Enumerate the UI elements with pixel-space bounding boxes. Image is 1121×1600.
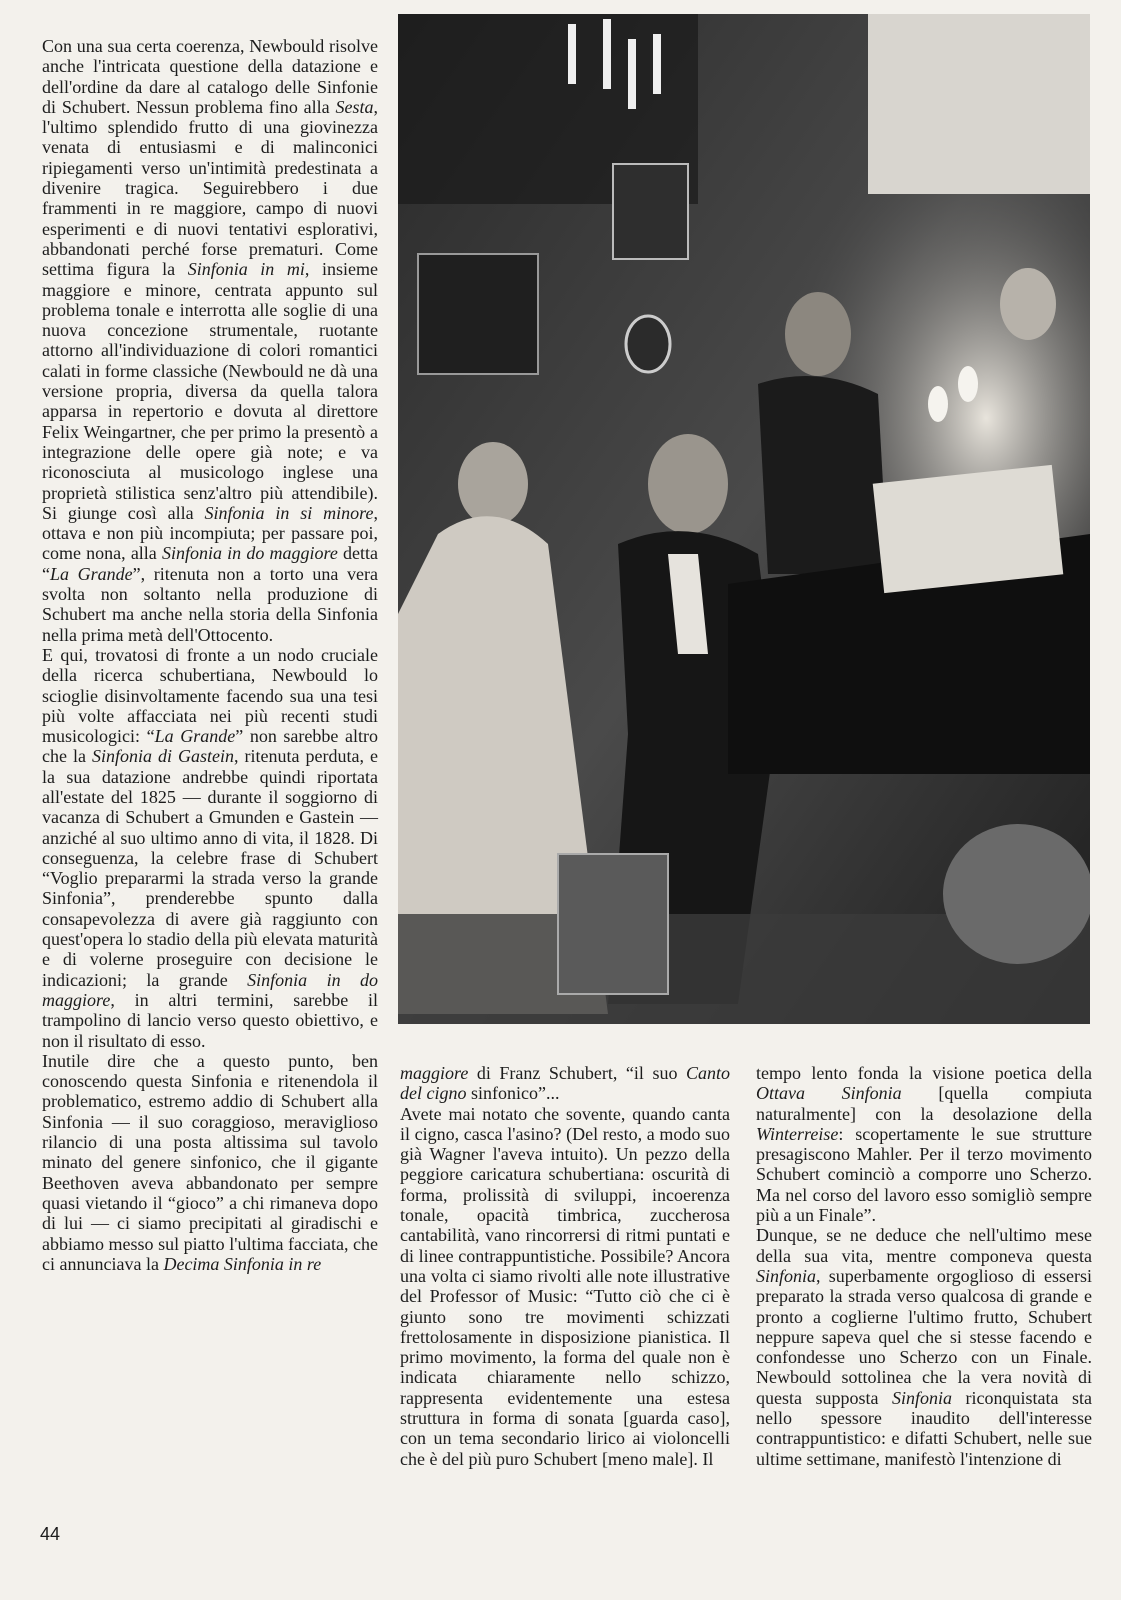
- paragraph: [756, 1225, 1092, 1469]
- page-number: 44: [40, 1524, 61, 1544]
- text-run: , in altri termini, sarebbe il trampolino di lancio verso questo obiettivo, e non il risultato di esso.: [42, 989, 378, 1051]
- text-run: ” non sarebbe altro che la: [42, 726, 378, 767]
- paragraph: [42, 36, 378, 645]
- italic-title: Ottava Sinfonia: [756, 1083, 902, 1104]
- italic-title: La Grande: [154, 726, 236, 747]
- text-run: : scopertamente le sue strutture presagiscono Mahler. Per il terzo movimento Schubert cominciò a comporre uno Scherzo. Ma nel corso del lavoro esso somigliò sempre più a un Finale”.: [756, 1123, 1092, 1226]
- text-run: Avete mai notato che sovente, quando canta il cigno, casca l'asino? (Del resto, a modo suo già Wagner l'aveva intuito). Un pezzo della peggiore caricatura schubertiana: oscurità di forma, prolissità di sviluppi, incoerenza tonale, opacità timbrica, zuccherosa cantabilità, vano rincorrersi di ritmi puntati e di linee contrappuntistiche. Possibile? Ancora una volta ci siamo rivolti alle note illustrative del Professor of Music: “Tutto ciò che ci è giunto sono tre movimenti schizzati frettolosamente in disposizione pianistica. Il primo movimento, la forma del quale non è indicata chiaramente nello schizzo, rappresenta evidentemente una estesa struttura in forma di sonata [guarda caso], con un tema secondario lirico ai violoncelli che è del più puro Schubert [meno male]. Il: [400, 1103, 730, 1469]
- text-run: , ottava e non più incompiuta; per passare poi, come nona, alla: [42, 502, 378, 564]
- text-run: , ritenuta perduta, e la sua datazione andrebbe quindi riportata all'estate del 1825 — durante il soggiorno di vacanza di Schubert a Gmunden e Gastein — anziché al suo ultimo anno di vita, il 1828. Di conseguenza, la celebre frase di Schubert “Voglio prepararmi la strada verso la grande Sinfonia”, prenderebbe spunto dalla consapevolezza di avere già raggiunto con quest'opera lo stadio della più elevata maturità e di volerne proseguire con decisione le indicazioni; la grande: [42, 746, 379, 990]
- italic-title: Canto del cigno: [400, 1063, 730, 1104]
- text-run: tempo lento fonda la visione poetica della: [756, 1063, 1092, 1083]
- italic-title: Sinfonia in do maggiore: [42, 969, 378, 1010]
- text-column-2: [400, 1063, 730, 1469]
- text-column-3: [756, 1063, 1092, 1469]
- text-run: Inutile dire che a questo punto, ben conoscendo questa Sinfonia e ritenendola il problematico, estremo addio di Schubert alla Sinfonia — il suo coraggioso, meraviglioso rilancio di una posta altissima sul tavolo minato del genere sinfonico, che il gigante Beethoven aveva abbandonato per sempre quasi vietando il “gioco” a chi rimaneva dopo di lui — ci siamo precipitati al giradischi e abbiamo messo sul piatto l'ultima facciata, che ci annunciava la: [42, 1050, 378, 1274]
- italic-title: Sinfonia in si minore: [204, 502, 374, 523]
- italic-title: Sesta: [335, 96, 374, 117]
- italic-title: Sinfonia: [756, 1265, 817, 1286]
- text-run: detta “: [42, 543, 378, 584]
- italic-title: Winterreise: [756, 1123, 839, 1144]
- illustration-icon: [398, 14, 1090, 1024]
- text-run: , superbamente orgoglioso di essersi preparato la strada verso qualcosa di grande e pronto a coglierne l'ultimo frutto, Schubert neppure sapeva quel che si stesse facendo e confondesse uno Scherzo con un Finale. Newbould sottolinea che la vera novità di questa supposta: [756, 1265, 1092, 1408]
- text-run: di Franz Schubert, “il suo: [468, 1063, 686, 1083]
- italic-title: Decima Sinfonia in re: [163, 1253, 322, 1274]
- italic-title: Sinfonia di Gastein: [92, 746, 235, 767]
- schubertiade-photo: [398, 14, 1090, 1024]
- text-run: , insieme maggiore e minore, centrata appunto sul problema tonale e interrotta alle soglie di una nuova concezione strumentale, ruotante attorno all'individuazione di colori romantici calati in forme classiche (Newbould ne dà una versione propria, diversa da quella talora apparsa in repertorio e dovuta al direttore Felix Weingartner, che per primo la presentò a integrazione delle opere già note; e va riconosciuta al musicologo inglese una proprietà stilistica senz'altro più attendibile). Si giunge così alla: [42, 259, 378, 523]
- text-run: sinfonico”...: [466, 1083, 560, 1104]
- text-run: [quella compiuta naturalmente] con la desolazione della: [756, 1083, 1092, 1124]
- paragraph: [400, 1063, 730, 1104]
- italic-title: maggiore: [400, 1063, 469, 1083]
- paragraph: [42, 1051, 378, 1274]
- text-run: Dunque, se ne deduce che nell'ultimo mese della sua vita, mentre componeva questa: [756, 1225, 1092, 1266]
- text-run: E qui, trovatosi di fronte a un nodo cruciale della ricerca schubertiana, Newbould lo scioglie disinvoltamente facendo sua una tesi più volte affacciata nei più recenti studi musicologici: “: [42, 644, 378, 747]
- italic-title: La Grande: [50, 563, 133, 584]
- text-column-1: [42, 36, 378, 1274]
- text-run: ”, ritenuta non a torto una vera svolta non soltanto nella produzione di Schubert ma anche nella storia della Sinfonia nella prima metà dell'Ottocento.: [42, 563, 378, 645]
- italic-title: Sinfonia in do maggiore: [161, 543, 338, 564]
- paragraph: [400, 1104, 730, 1469]
- italic-title: Sinfonia in mi: [187, 259, 305, 280]
- text-run: Con una sua certa coerenza, Newbould risolve anche l'intricata questione della datazione e dell'ordine da dare al catalogo delle Sinfonie di Schubert. Nessun problema fino alla: [42, 36, 378, 117]
- paragraph: [756, 1063, 1092, 1225]
- text-run: , l'ultimo splendido frutto di una giovinezza venata di entusiasmi e di malinconici ripiegamenti verso un'intimità predestinata a divenire tragica. Seguirebbero i due frammenti in re maggiore, campo di nuovi esperimenti e di nuovi tentativi esplorativi, abbandonati perché forse prematuri. Come settima figura la: [42, 96, 378, 280]
- paragraph: [42, 645, 378, 1051]
- text-run: riconquistata sta nello spessore inaudito dell'interesse contrappuntistico: e difatti Schubert, nelle sue ultime settimane, manifestò l'intenzione di: [756, 1387, 1092, 1469]
- italic-title: Sinfonia: [892, 1387, 953, 1408]
